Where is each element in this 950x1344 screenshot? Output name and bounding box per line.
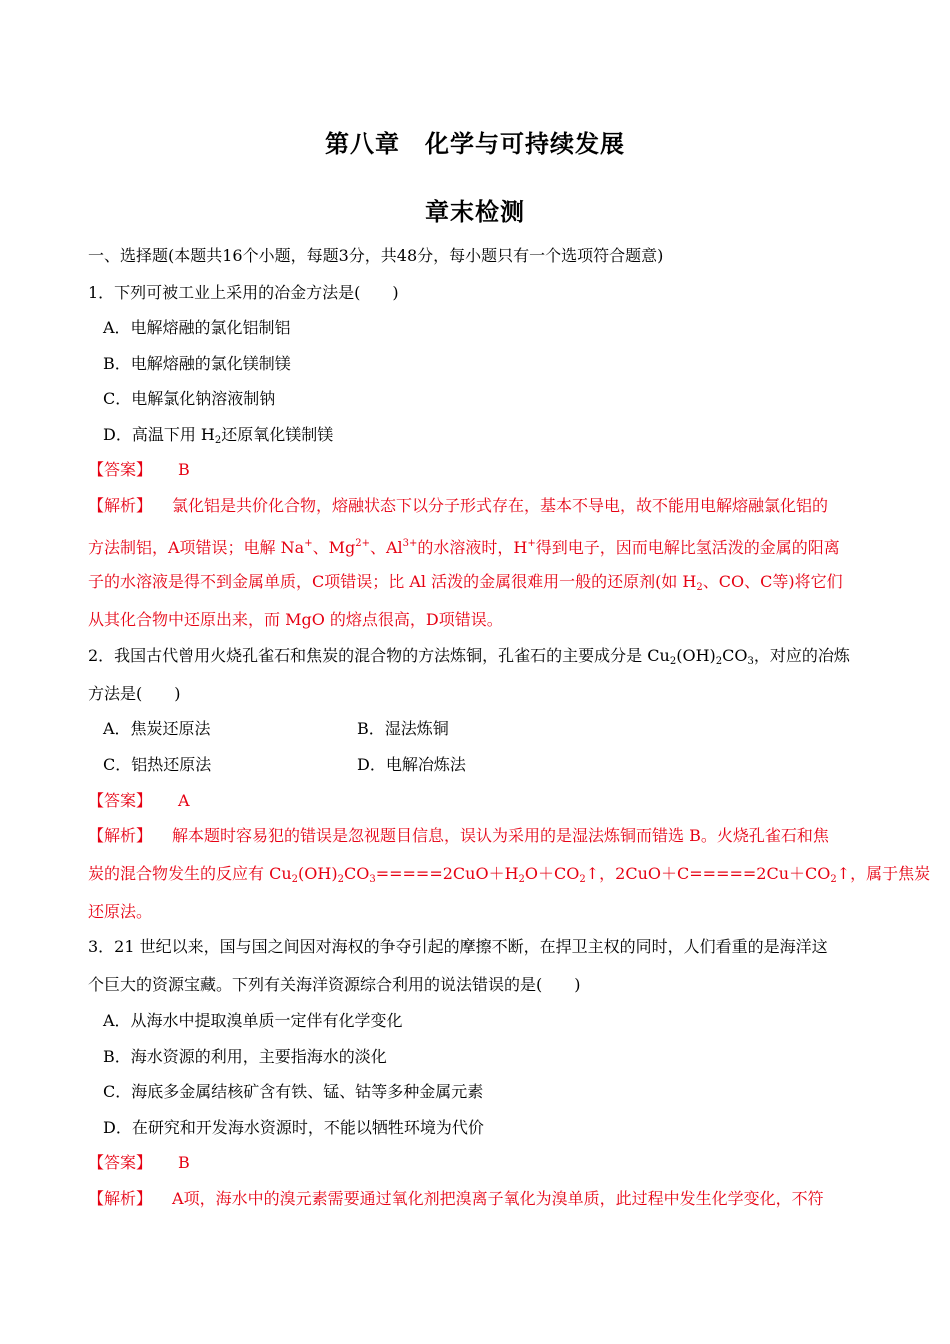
q1-analysis-line-3: 子的水溶液是得不到金属单质，C项错误；比 Al 活泼的金属很难用一般的还原剂(如 $H_2$、CO、C等)将它们 (88, 572, 843, 593)
q2-option-d: D．电解冶炼法 (357, 755, 466, 774)
analysis-label: 【解析】 (88, 496, 153, 515)
q1-option-d: D．高温下用 $H_2$还原氧化镁制镁 (103, 425, 334, 446)
q1-analysis-line-1: 【解析】 氯化铝是共价化合物，熔融状态下以分子形式存在，基本不导电，故不能用电解熔融氯化铝的 (88, 496, 829, 515)
q1-stem: 1．下列可被工业上采用的冶金方法是( ) (88, 283, 399, 302)
q2-option-a: A．焦炭还原法 (103, 719, 211, 738)
q3-stem-line-2: 个巨大的资源宝藏。下列有关海洋资源综合利用的说法错误的是( ) (88, 975, 581, 994)
q1-option-c: C．电解氯化钠溶液制钠 (103, 389, 276, 408)
chapter-title: 第八章 化学与可持续发展 (325, 130, 625, 158)
q2-analysis-line-1: 【解析】 解本题时容易犯的错误是忽视题目信息，误认为采用的是湿法炼铜而错选 B。火烧孔雀石和焦 (88, 826, 829, 845)
q3-option-d: D．在研究和开发海水资源时，不能以牺牲环境为代价 (103, 1118, 484, 1137)
q2-stem-line-2: 方法是( ) (88, 684, 181, 703)
q2-option-b: B．湿法炼铜 (357, 719, 449, 738)
q1-option-a: A．电解熔融的氯化铝制铝 (103, 318, 291, 337)
section-subtitle: 章末检测 (425, 198, 525, 226)
q2-option-c: C．铝热还原法 (103, 755, 212, 774)
q1-option-b: B．电解熔融的氯化镁制镁 (103, 354, 291, 373)
q2-analysis-line-3: 还原法。 (88, 902, 153, 921)
q2-analysis-line-2: 炭的混合物发生的反应有 $Cu_2(OH)_2CO_3=====2CuO+H_2O+CO_2↑$，$2CuO+C=====2Cu+CO_2↑$，属于焦炭 (88, 864, 931, 885)
analysis-label: 【解析】 (88, 1189, 153, 1208)
answer-value: B (178, 1153, 190, 1172)
q1-answer (88, 460, 190, 480)
q2-stem-line-1: 2．我国古代曾用火烧孔雀石和焦炭的混合物的方法炼铜，孔雀石的主要成分是 $Cu_2(OH)_2CO_3$，对应的冶炼 (88, 646, 850, 667)
answer-label: 【答案】 (88, 791, 153, 810)
q3-stem-line-1: 3．21 世纪以来，国与国之间因对海权的争夺引起的摩擦不断，在捍卫主权的同时，人们看重的是海洋这 (88, 937, 828, 956)
q1-analysis-line-2: 方法制铝，A项错误；电解 Na+、$Mg^{2+}$、$Al^{3+}$的水溶液时，H+得到电子，因而电解比氢活泼的金属的阳离 (88, 538, 840, 557)
answer-label: 【答案】 (88, 460, 153, 479)
q2-answer (88, 791, 190, 811)
q3-option-c: C．海底多金属结核矿含有铁、锰、钴等多种金属元素 (103, 1082, 484, 1101)
q3-analysis-line-1: 【解析】 A项，海水中的溴元素需要通过氧化剂把溴离子氧化为溴单质，此过程中发生化学变化，不符 (88, 1189, 824, 1208)
section-heading: 一、选择题(本题共16个小题，每题3分，共48分，每小题只有一个选项符合题意) (88, 246, 664, 265)
q3-option-b: B．海水资源的利用，主要指海水的淡化 (103, 1047, 387, 1066)
q3-option-a: A．从海水中提取溴单质一定伴有化学变化 (103, 1011, 403, 1030)
q3-answer (88, 1153, 190, 1173)
q1-analysis-line-4: 从其化合物中还原出来，而 MgO 的熔点很高，D项错误。 (88, 610, 503, 629)
analysis-label: 【解析】 (88, 826, 153, 845)
answer-value: A (178, 791, 190, 810)
answer-value: B (178, 460, 190, 479)
answer-label: 【答案】 (88, 1153, 153, 1172)
